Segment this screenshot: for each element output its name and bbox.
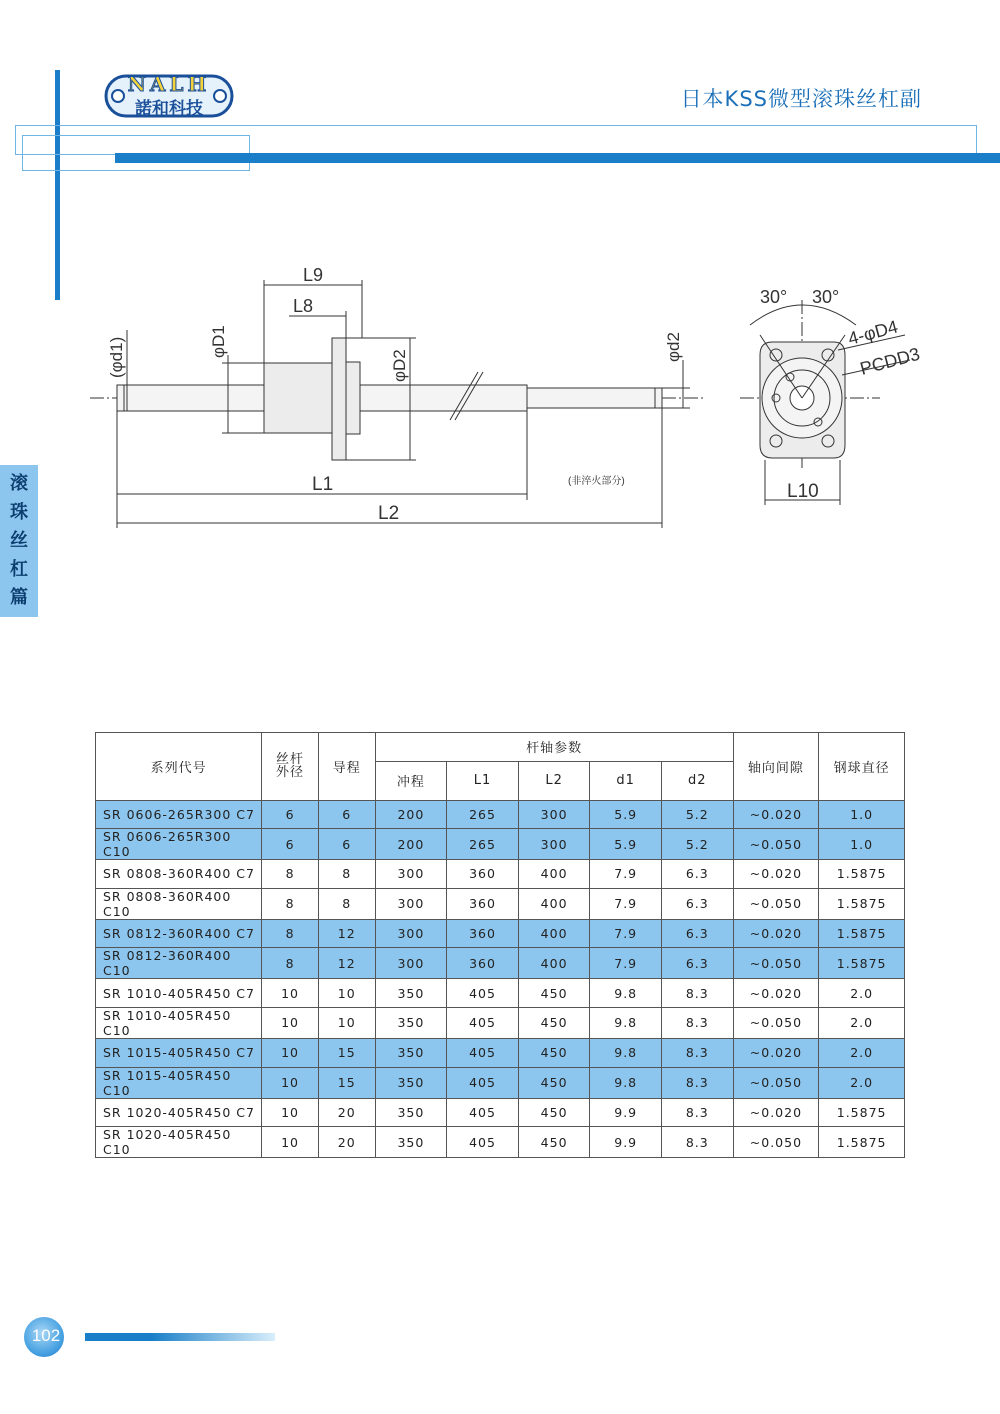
side-tab-char: 杠 [10,558,28,580]
table-cell-stroke: 350 [375,1098,447,1127]
table-cell-stroke: 350 [375,1007,447,1038]
table-cell-L2: 300 [518,800,590,829]
page-number: 102 [31,1326,61,1345]
table-cell-d1: 7.9 [590,948,662,979]
table-cell-model: SR 1015-405R450 C10 [96,1067,262,1098]
table-cell-d2: 8.3 [661,1007,733,1038]
table-cell-lead: 20 [318,1127,375,1158]
logo-text-latin: NALH [127,72,211,96]
dim-d1: (φd1) [107,336,126,378]
table-cell-backlash: ~0.050 [733,948,819,979]
spec-table-body [96,800,905,1158]
table-cell-stroke: 300 [375,888,447,919]
table-cell-d2: 5.2 [661,800,733,829]
table-cell-L1: 405 [447,1098,519,1127]
table-cell-outer: 6 [262,829,319,860]
table-cell-stroke: 350 [375,1067,447,1098]
table-cell-backlash: ~0.020 [733,919,819,948]
dim-L2: L2 [378,503,400,524]
header-blue-bar [115,153,1000,163]
table-cell-d2: 8.3 [661,1098,733,1127]
table-cell-lead: 8 [318,888,375,919]
th-stroke: 冲程 [375,761,447,800]
table-cell-backlash: ~0.020 [733,860,819,889]
dim-L8: L8 [293,296,314,316]
table-cell-lead: 6 [318,829,375,860]
table-cell-outer: 10 [262,1067,319,1098]
side-tab-char: 丝 [10,530,28,551]
table-cell-outer: 8 [262,888,319,919]
table-cell-backlash: ~0.050 [733,1067,819,1098]
table-cell-d1: 9.8 [590,1007,662,1038]
table-cell-lead: 15 [318,1067,375,1098]
ball-screw-drawing [85,255,965,545]
shaft-end [527,388,662,408]
table-cell-d2: 8.3 [661,1038,733,1067]
table-cell-d1: 9.8 [590,1067,662,1098]
dim-L10: L10 [787,481,819,502]
table-cell-L2: 450 [518,1098,590,1127]
table-cell-ball: 2.0 [819,1007,905,1038]
table-cell-lead: 12 [318,948,375,979]
table-cell-lead: 6 [318,800,375,829]
table-cell-model: SR 0606-265R300 C10 [96,829,262,860]
table-cell-L1: 265 [447,800,519,829]
table-cell-L2: 450 [518,1038,590,1067]
table-cell-d1: 7.9 [590,888,662,919]
dim-d2: φd2 [664,332,683,362]
table-cell-model: SR 0606-265R300 C7 [96,800,262,829]
table-cell-ball: 1.5875 [819,1098,905,1127]
table-cell-outer: 8 [262,948,319,979]
table-cell-L1: 405 [447,1067,519,1098]
table-cell-model: SR 0808-360R400 C10 [96,888,262,919]
angle-label-1: 30° [760,287,788,307]
table-row [96,888,905,919]
dim-D1: φD1 [209,325,228,358]
table-cell-stroke: 200 [375,829,447,860]
table-cell-lead: 20 [318,1098,375,1127]
table-cell-stroke: 350 [375,1127,447,1158]
side-tab-char: 篇 [10,587,28,608]
table-cell-stroke: 300 [375,919,447,948]
th-lead: 导程 [318,733,375,801]
table-cell-backlash: ~0.050 [733,829,819,860]
table-cell-backlash: ~0.020 [733,800,819,829]
table-cell-ball: 1.5875 [819,1127,905,1158]
table-cell-backlash: ~0.020 [733,1038,819,1067]
nut-body [264,363,332,433]
table-cell-model: SR 1020-405R450 C7 [96,1098,262,1127]
table-cell-d2: 6.3 [661,948,733,979]
table-cell-backlash: ~0.050 [733,888,819,919]
table-cell-outer: 6 [262,800,319,829]
table-row [96,829,905,860]
table-cell-ball: 1.5875 [819,948,905,979]
table-cell-lead: 10 [318,979,375,1008]
table-cell-lead: 15 [318,1038,375,1067]
spec-table [95,732,905,1158]
table-cell-ball: 1.5875 [819,860,905,889]
table-cell-model: SR 1020-405R450 C10 [96,1127,262,1158]
th-ball-dia: 钢球直径 [819,733,905,801]
table-cell-L1: 360 [447,888,519,919]
table-row [96,1127,905,1158]
table-row [96,1098,905,1127]
th-L1: L1 [447,761,519,800]
table-cell-L2: 450 [518,979,590,1008]
table-cell-d1: 7.9 [590,860,662,889]
table-cell-model: SR 1010-405R450 C10 [96,1007,262,1038]
table-cell-backlash: ~0.050 [733,1007,819,1038]
table-cell-backlash: ~0.050 [733,1127,819,1158]
th-backlash: 轴向间隙 [733,733,819,801]
table-cell-d1: 5.9 [590,800,662,829]
table-cell-L1: 360 [447,860,519,889]
header-vertical-bar [55,70,60,300]
table-cell-lead: 8 [318,860,375,889]
table-cell-ball: 2.0 [819,1067,905,1098]
nut-flange [332,338,346,460]
table-row [96,1038,905,1067]
footer-gradient-bar [85,1333,275,1341]
th-model: 系列代号 [96,733,262,801]
table-cell-d1: 9.8 [590,979,662,1008]
table-cell-d2: 8.3 [661,1067,733,1098]
table-cell-L2: 400 [518,860,590,889]
table-cell-outer: 10 [262,979,319,1008]
note-unhardened: (非淬火部分) [568,476,625,487]
table-cell-L2: 400 [518,948,590,979]
side-section-tab [0,465,38,617]
table-cell-L2: 300 [518,829,590,860]
table-cell-stroke: 350 [375,1038,447,1067]
table-cell-d2: 6.3 [661,860,733,889]
table-cell-model: SR 1015-405R450 C7 [96,1038,262,1067]
table-cell-ball: 1.5875 [819,888,905,919]
logo-text-chinese: 諾和科技 [135,99,203,119]
th-shaft-params: 杆轴参数 [375,733,733,762]
dim-L9: L9 [303,265,324,285]
table-cell-L2: 400 [518,888,590,919]
table-cell-outer: 10 [262,1038,319,1067]
dim-L1: L1 [312,474,334,495]
table-cell-L1: 405 [447,1038,519,1067]
table-cell-ball: 1.0 [819,829,905,860]
table-row [96,948,905,979]
table-cell-L1: 405 [447,979,519,1008]
table-cell-d1: 9.9 [590,1127,662,1158]
table-cell-stroke: 200 [375,800,447,829]
dim-D2: φD2 [390,349,409,382]
table-cell-L1: 360 [447,948,519,979]
table-cell-stroke: 350 [375,979,447,1008]
table-cell-lead: 12 [318,919,375,948]
table-cell-d1: 9.8 [590,1038,662,1067]
table-cell-d2: 8.3 [661,1127,733,1158]
table-cell-outer: 10 [262,1127,319,1158]
th-d2: d2 [661,761,733,800]
table-cell-ball: 2.0 [819,1038,905,1067]
table-cell-ball: 2.0 [819,979,905,1008]
table-cell-L1: 265 [447,829,519,860]
table-cell-outer: 10 [262,1007,319,1038]
table-cell-backlash: ~0.020 [733,1098,819,1127]
table-cell-backlash: ~0.020 [733,979,819,1008]
company-logo [104,72,234,118]
th-d1: d1 [590,761,662,800]
table-cell-ball: 1.0 [819,800,905,829]
table-cell-d1: 9.9 [590,1098,662,1127]
th-outer-dia: 丝杆外径 [262,733,319,801]
table-cell-L1: 360 [447,919,519,948]
table-cell-d1: 5.9 [590,829,662,860]
table-cell-L2: 450 [518,1127,590,1158]
table-cell-model: SR 0812-360R400 C7 [96,919,262,948]
table-cell-L2: 450 [518,1007,590,1038]
table-row [96,1067,905,1098]
table-cell-ball: 1.5875 [819,919,905,948]
table-cell-d1: 7.9 [590,919,662,948]
table-cell-stroke: 300 [375,860,447,889]
table-row [96,919,905,948]
table-cell-outer: 10 [262,1098,319,1127]
table-cell-outer: 8 [262,860,319,889]
table-cell-L1: 405 [447,1127,519,1158]
side-tab-char: 滚 [10,473,28,494]
table-row [96,1007,905,1038]
table-cell-lead: 10 [318,1007,375,1038]
table-cell-stroke: 300 [375,948,447,979]
table-cell-d2: 5.2 [661,829,733,860]
table-cell-model: SR 1010-405R450 C7 [96,979,262,1008]
table-cell-L1: 405 [447,1007,519,1038]
table-row [96,800,905,829]
pcd-label: PCDD3 [857,343,922,379]
table-row [96,979,905,1008]
table-cell-model: SR 0808-360R400 C7 [96,860,262,889]
angle-label-2: 30° [812,287,840,307]
table-cell-d2: 6.3 [661,888,733,919]
table-cell-outer: 8 [262,919,319,948]
table-row [96,860,905,889]
table-cell-d2: 8.3 [661,979,733,1008]
page-title: 日本KSS微型滚珠丝杠副 [680,87,922,111]
hole-dia-label: 4-φD4 [845,316,900,349]
table-cell-L2: 450 [518,1067,590,1098]
table-cell-model: SR 0812-360R400 C10 [96,948,262,979]
table-cell-d2: 6.3 [661,919,733,948]
side-tab-char: 珠 [10,501,28,523]
table-cell-L2: 400 [518,919,590,948]
th-L2: L2 [518,761,590,800]
